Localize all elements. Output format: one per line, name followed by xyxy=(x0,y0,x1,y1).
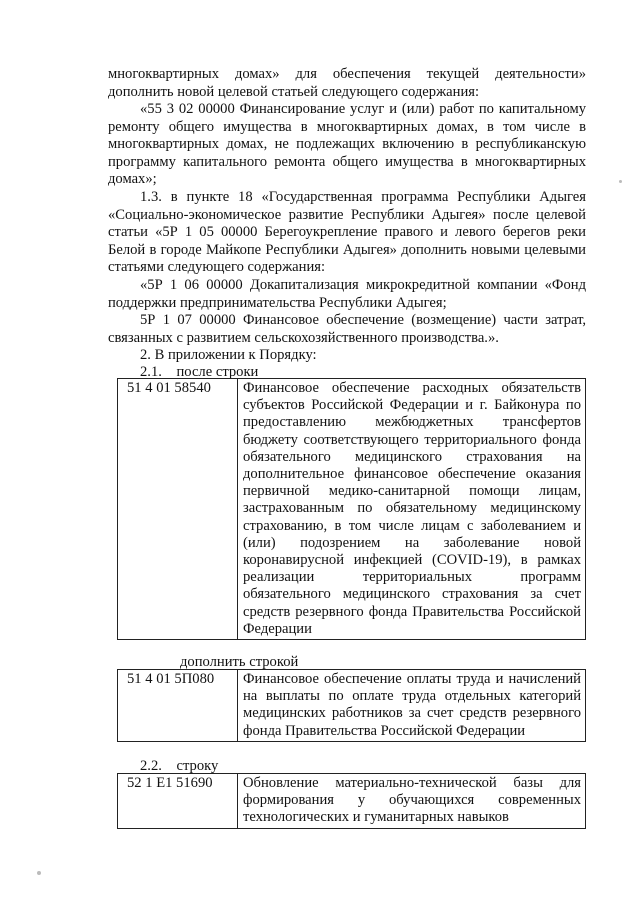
description-cell: Финансовое обеспечение расходных обязательств субъектов Российской Федерации и г. Байконура по предоставлению межбюджетных трансфертов бюджету соответствующего территориального фонда обязательного медицинского страхования на дополнительное финансовое обеспечение оказания первичной медико-санитарной помощи лицам, застрахованным по обязательному медицинскому страхованию, в том числе лицам с заболеванием и (или) подозрением на заболевание новой коронавирусной инфекцией (COVID-19), в рамках реализации территориальных программ обязательного медицинского страхования за счет средств резервного фонда Правительства Российской Федерации xyxy=(238,379,586,640)
paragraph-1-3: 1.3. в пункте 18 «Государственная программа Республики Адыгея «Социально-экономическое развитие Республики Адыгея» после целевой статьи «5Р 1 05 00000 Берегоукрепление правого и левого берегов реки Белой в городе Майкопе Республики Адыгея» дополнить новыми целевыми статьями следующего содержания: xyxy=(108,189,586,276)
label-row-2-2: 2.2. строку xyxy=(140,758,219,774)
paragraph-intro: многоквартирных домах» для обеспечения текущей деятельности» дополнить новой целевой статьей следующего содержания: xyxy=(108,66,586,100)
table-row-51-4-01-58540 xyxy=(117,378,586,640)
description-cell: Финансовое обеспечение оплаты труда и начислений на выплаты по оплате труда отдельных категорий медицинских работников за счет средств резервного фонда Правительства Российской Федерации xyxy=(238,670,586,742)
paragraph-target-55: «55 3 02 00000 Финансирование услуг и (или) работ по капитальному ремонту общего имущества в многоквартирных домах, в том числе в многоквартирных домах, не подлежащих включению в республиканскую программу капитального ремонта общего имущества в многоквартирных домах»; xyxy=(108,101,586,188)
paragraph-5p-1-07: 5Р 1 07 00000 Финансовое обеспечение (возмещение) части затрат, связанных с развитием сельскохозяйственного производства.». xyxy=(108,312,586,346)
label-after-row: 2.1. после строки xyxy=(140,364,259,380)
code-cell: 51 4 01 58540 xyxy=(118,379,238,640)
code-cell: 52 1 Е1 51690 xyxy=(118,774,238,829)
table-row-51-4-01-5p080 xyxy=(117,669,586,742)
paragraph-5p-1-06: «5Р 1 06 00000 Докапитализация микрокредитной компании «Фонд поддержки предпринимательства Республики Адыгея; xyxy=(108,277,586,311)
description-cell: Обновление материально-технической базы для формирования у обучающихся современных технологических и гуманитарных навыков xyxy=(238,774,586,829)
label-add-row: дополнить строкой xyxy=(180,654,299,670)
scan-speck xyxy=(619,180,622,183)
paragraph-section-2: 2. В приложении к Порядку: xyxy=(140,347,317,363)
table-row-52-1-e1-51690 xyxy=(117,773,586,829)
scan-speck xyxy=(37,871,41,875)
code-cell: 51 4 01 5П080 xyxy=(118,670,238,742)
